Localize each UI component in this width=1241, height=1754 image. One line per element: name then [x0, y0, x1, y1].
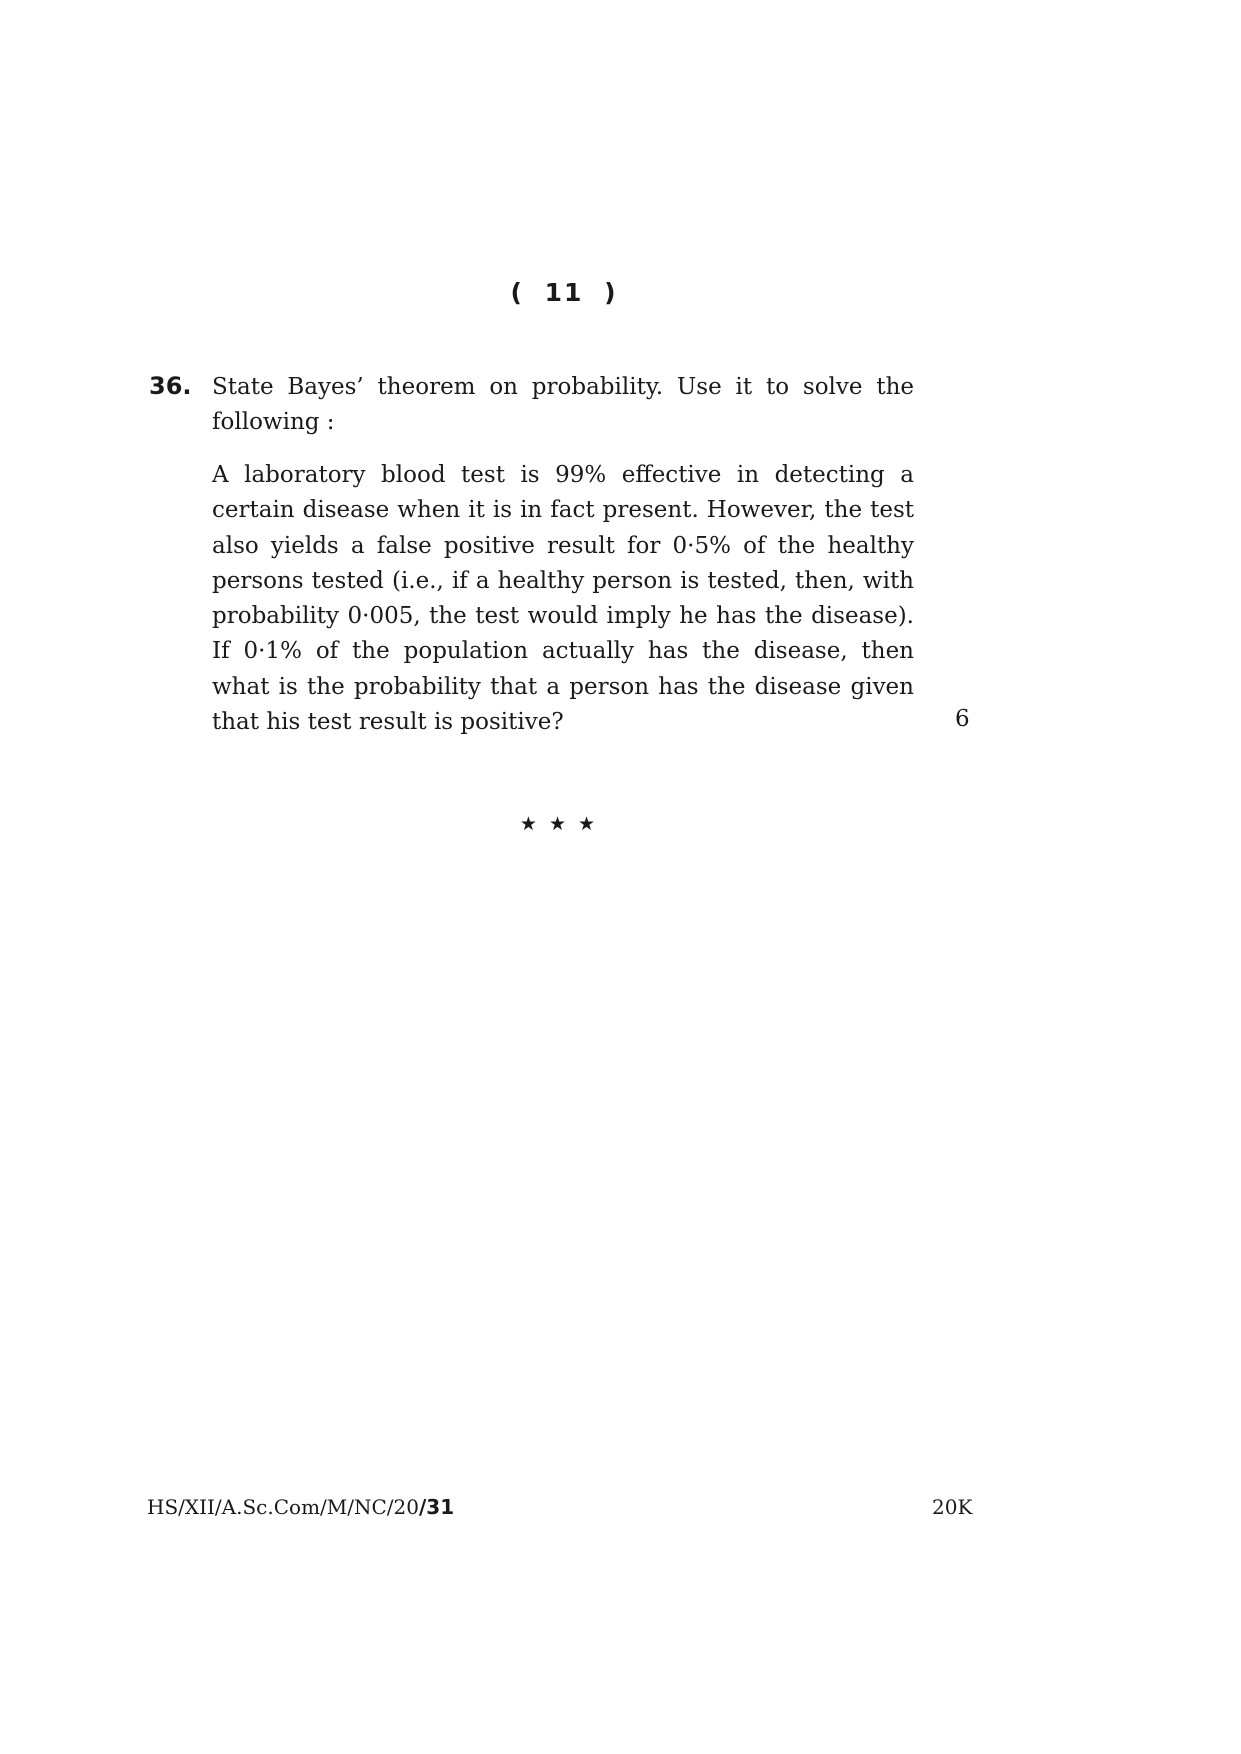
question-body: A laboratory blood test is 99% effective in detecting a certain disease when it is in fact present. However, the test also yields a false positive result for 0·5% of the healthy persons tested (i.e., if a healthy person is tested, then, with probability 0·005, the test would imply he has the disease). If 0·1% of the population actually has the disease, then what is the probability that a person has the disease given that his test result is positive?	[212, 462, 914, 736]
paper-code-prefix: HS/XII/A.Sc.Com/M/NC/20	[147, 1495, 419, 1519]
question-marks: 6	[955, 706, 970, 732]
question-stem: State Bayes’ theorem on probability. Use it to solve the following :	[212, 374, 914, 435]
print-count: 20K	[932, 1495, 973, 1519]
end-of-paper-stars: ★ ★ ★	[519, 813, 599, 835]
paper-code-suffix: /31	[418, 1495, 455, 1519]
question-number: 36.	[149, 372, 192, 400]
page-number: ( 11 )	[510, 278, 618, 307]
paper-code	[147, 1495, 454, 1519]
